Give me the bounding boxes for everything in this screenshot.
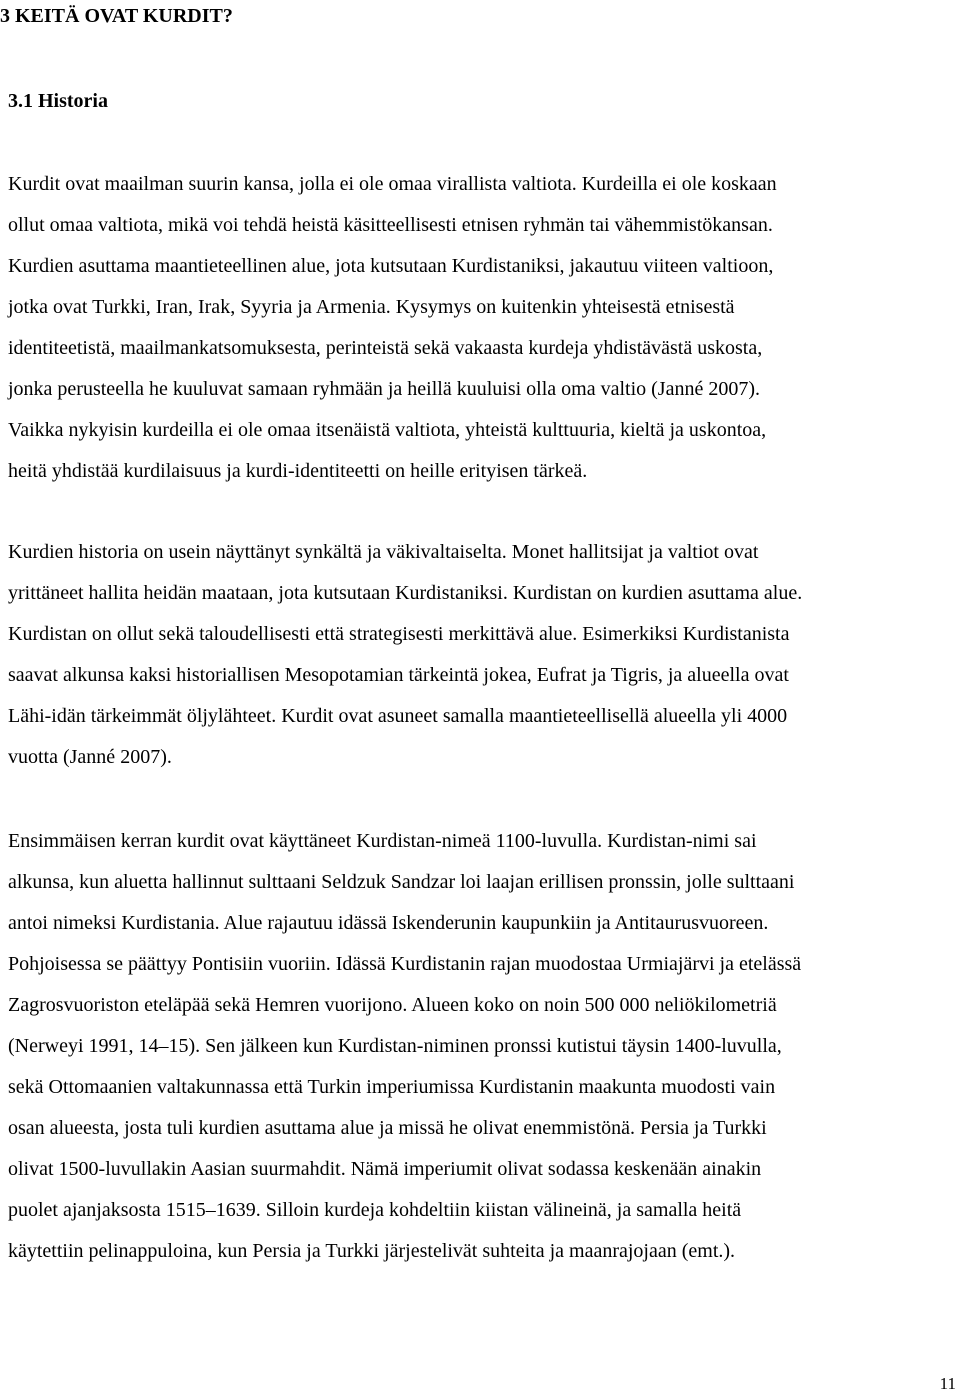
paragraph-line: Ensimmäisen kerran kurdit ovat käyttäneet Kurdistan-nimeä 1100-luvulla. Kurdistan-nimi sai bbox=[8, 830, 757, 852]
paragraph-line: olivat 1500-luvullakin Aasian suurmahdit. Nämä imperiumit olivat sodassa keskenään ainakin bbox=[8, 1158, 762, 1180]
paragraph-1 bbox=[8, 164, 777, 492]
paragraph-line: Kurdistan on ollut sekä taloudellisesti että strategisesti merkittävä alue. Esimerkiksi Kurdistanista bbox=[8, 623, 790, 645]
paragraph-line: puolet ajanjaksosta 1515–1639. Silloin kurdeja kohdeltiin kiistan välineinä, ja samalla heitä bbox=[8, 1199, 742, 1221]
paragraph-line: Zagrosvuoriston eteläpää sekä Hemren vuorijono. Alueen koko on noin 500 000 neliökilometriä bbox=[8, 994, 777, 1016]
paragraph-2 bbox=[8, 532, 802, 778]
paragraph-line: ollut omaa valtiota, mikä voi tehdä heistä käsitteellisesti etnisen ryhmän tai vähemmistökansan. bbox=[8, 214, 773, 236]
paragraph-line: jonka perusteella he kuuluvat samaan ryhmään ja heillä kuuluisi olla oma valtio (Janné 2007). bbox=[8, 378, 761, 400]
paragraph-line: alkunsa, kun aluetta hallinnut sulttaani Seldzuk Sandzar loi laajan erillisen pronssin, jolle sulttaani bbox=[8, 871, 795, 893]
chapter-title: 3 KEITÄ OVAT KURDIT? bbox=[0, 5, 233, 27]
paragraph-line: yrittäneet hallita heidän maataan, jota kutsutaan Kurdistaniksi. Kurdistan on kurdien asuttama alue. bbox=[8, 582, 803, 604]
paragraph-line: käytettiin pelinappuloina, kun Persia ja Turkki järjestelivät suhteita ja maanrajojaan (emt.). bbox=[8, 1240, 736, 1262]
paragraph-line: Lähi-idän tärkeimmät öljylähteet. Kurdit ovat asuneet samalla maantieteellisellä alueella yli 4000 bbox=[8, 705, 788, 727]
paragraph-line: Kurdit ovat maailman suurin kansa, jolla ei ole omaa virallista valtiota. Kurdeilla ei ole koskaan bbox=[8, 173, 777, 195]
paragraph-line: saavat alkunsa kaksi historiallisen Mesopotamian tärkeintä jokea, Eufrat ja Tigris, ja alueella ovat bbox=[8, 664, 789, 686]
paragraph-line: sekä Ottomaanien valtakunnassa että Turkin imperiumissa Kurdistanin maakunta muodosti vain bbox=[8, 1076, 776, 1098]
paragraph-line: heitä yhdistää kurdilaisuus ja kurdi-identiteetti on heille erityisen tärkeä. bbox=[8, 460, 588, 482]
paragraph-line: (Nerweyi 1991, 14–15). Sen jälkeen kun Kurdistan-niminen pronssi kutistui täysin 1400-luvulla, bbox=[8, 1035, 782, 1057]
paragraph-line: Pohjoisessa se päättyy Pontisiin vuoriin. Idässä Kurdistanin rajan muodostaa Urmiajärvi ja etelässä bbox=[8, 953, 802, 975]
paragraph-line: jotka ovat Turkki, Iran, Irak, Syyria ja Armenia. Kysymys on kuitenkin yhteisestä etnisestä bbox=[8, 296, 735, 318]
paragraph-line: Vaikka nykyisin kurdeilla ei ole omaa itsenäistä valtiota, yhteistä kulttuuria, kieltä ja uskontoa, bbox=[8, 419, 767, 441]
page-number: 11 bbox=[939, 1374, 956, 1393]
paragraph-line: Kurdien asuttama maantieteellinen alue, jota kutsutaan Kurdistaniksi, jakautuu viiteen valtioon, bbox=[8, 255, 774, 277]
paragraph-line: vuotta (Janné 2007). bbox=[8, 746, 172, 768]
paragraph-line: Kurdien historia on usein näyttänyt synkältä ja väkivaltaiselta. Monet hallitsijat ja valtiot ovat bbox=[8, 541, 759, 563]
paragraph-line: osan alueesta, josta tuli kurdien asuttama alue ja missä he olivat enemmistönä. Persia ja Turkki bbox=[8, 1117, 767, 1139]
paragraph-3 bbox=[8, 821, 801, 1272]
paragraph-line: antoi nimeksi Kurdistania. Alue rajautuu idässä Iskenderunin kaupunkiin ja Antitaurusvuoreen. bbox=[8, 912, 769, 934]
section-title: 3.1 Historia bbox=[8, 90, 108, 112]
paragraph-line: identiteetistä, maailmankatsomuksesta, perinteistä sekä vakaasta kurdeja yhdistävästä uskosta, bbox=[8, 337, 763, 359]
